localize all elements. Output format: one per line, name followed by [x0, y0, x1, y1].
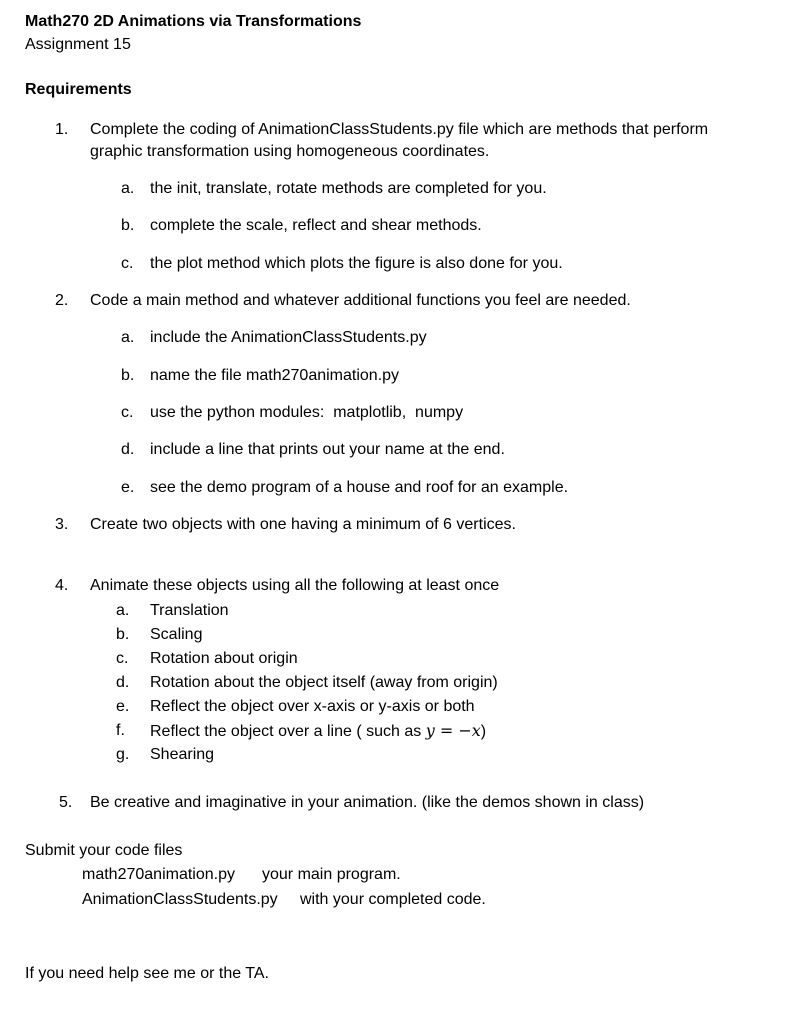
sub-text: the plot method which plots the figure is also done for you.	[150, 255, 563, 272]
submit-file-name: AnimationClassStudents.py	[82, 891, 278, 908]
sub-letter: b.	[121, 217, 135, 234]
sub-text: Rotation about origin	[150, 650, 298, 667]
item-number: 5.	[59, 794, 73, 811]
sub-text: Scaling	[150, 626, 203, 643]
submit-file-desc: with your completed code.	[300, 891, 486, 908]
help-note: If you need help see me or the TA.	[25, 965, 269, 982]
submit-file-desc: your main program.	[262, 866, 401, 883]
sub-letter: b.	[116, 626, 130, 643]
sub-text: see the demo program of a house and roof for an example.	[150, 479, 569, 496]
sub-letter: g.	[116, 746, 130, 763]
math-expression: y = −x	[425, 721, 481, 740]
sub-text-tail: )	[480, 723, 487, 740]
sub-letter: d.	[121, 441, 135, 458]
sub-text: Translation	[150, 602, 229, 619]
sub-letter: a.	[121, 329, 135, 346]
sub-text: complete the scale, reflect and shear methods.	[150, 217, 482, 234]
sub-text: name the file math270animation.py	[150, 367, 400, 384]
requirements-heading: Requirements	[25, 81, 132, 98]
sub-text: Reflect the object over x-axis or y-axis or both	[150, 698, 475, 715]
sub-letter: b.	[121, 367, 135, 384]
item-number: 3.	[55, 516, 69, 533]
sub-letter: c.	[121, 255, 134, 272]
sub-text-lead: Reflect the object over a line ( such as	[150, 723, 426, 740]
sub-text: Rotation about the object itself (away from origin)	[150, 674, 498, 691]
sub-text: the init, translate, rotate methods are completed for you.	[150, 180, 547, 197]
sub-letter: c.	[116, 650, 129, 667]
item-text: Complete the coding of AnimationClassStudents.py file which are methods that perform	[90, 121, 709, 138]
sub-text	[150, 721, 486, 741]
sub-text: Shearing	[150, 746, 215, 763]
item-text: Code a main method and whatever additional functions you feel are needed.	[90, 292, 631, 309]
sub-letter: c.	[121, 404, 134, 421]
item-text: Animate these objects using all the following at least once	[90, 577, 500, 594]
sub-letter: a.	[121, 180, 135, 197]
item-text-cont: graphic transformation using homogeneous coordinates.	[90, 143, 490, 160]
submit-file-name: math270animation.py	[82, 866, 235, 883]
item-text: Create two objects with one having a minimum of 6 vertices.	[90, 516, 516, 533]
sub-letter: a.	[116, 602, 130, 619]
item-number: 2.	[55, 292, 69, 309]
page-subtitle: Assignment 15	[25, 36, 131, 53]
sub-letter: d.	[116, 674, 130, 691]
item-text: Be creative and imaginative in your animation. (like the demos shown in class)	[90, 794, 645, 811]
item-number: 4.	[55, 577, 69, 594]
sub-text: include a line that prints out your name at the end.	[150, 441, 505, 458]
sub-letter: e.	[116, 698, 130, 715]
sub-text: include the AnimationClassStudents.py	[150, 329, 427, 346]
sub-letter: f.	[116, 722, 125, 739]
page-title: Math270 2D Animations via Transformations	[25, 13, 362, 30]
submit-heading: Submit your code files	[25, 842, 183, 859]
sub-text: use the python modules: matplotlib, numpy	[150, 404, 464, 421]
item-number: 1.	[55, 121, 69, 138]
sub-letter: e.	[121, 479, 135, 496]
